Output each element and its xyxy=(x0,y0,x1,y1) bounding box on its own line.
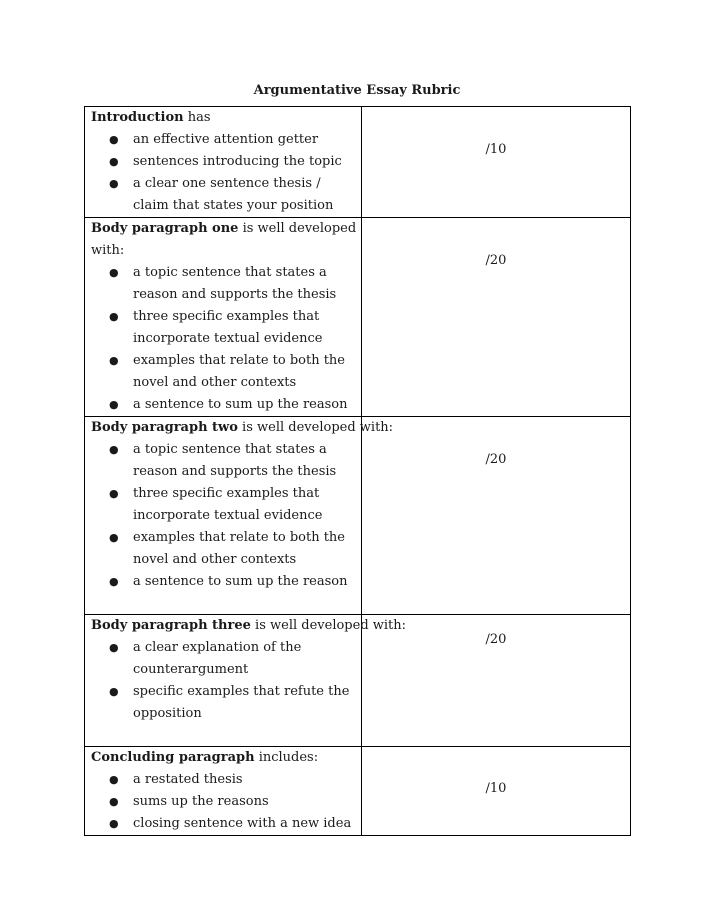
bullet-icon: ● xyxy=(109,266,119,279)
list-item: ● sentences introducing the topic xyxy=(91,151,357,173)
list-item: ● a sentence to sum up the reason xyxy=(91,394,357,416)
score-cell xyxy=(362,107,631,218)
list-item: ● a topic sentence that states a reason and supports the thesis xyxy=(91,439,357,483)
score-cell xyxy=(362,218,631,417)
criteria-heading xyxy=(91,107,357,129)
criteria-list xyxy=(91,129,357,217)
bullet-icon: ● xyxy=(109,443,119,456)
score-cell xyxy=(362,747,631,836)
bullet-icon: ● xyxy=(109,817,119,830)
score-value: /10 xyxy=(485,142,507,157)
bullet-icon: ● xyxy=(109,531,119,544)
rubric-row-introduction xyxy=(85,107,631,218)
list-item: ● three specific examples that incorporate textual evidence xyxy=(91,306,357,350)
score-value: /20 xyxy=(485,632,507,647)
criteria-cell xyxy=(85,218,362,417)
criteria-heading xyxy=(91,747,357,769)
bullet-icon: ● xyxy=(109,310,119,323)
bullet-icon: ● xyxy=(109,575,119,588)
criteria-heading-bold: Body paragraph two xyxy=(91,420,238,435)
criteria-heading xyxy=(91,615,407,637)
bullet-icon: ● xyxy=(109,133,119,146)
score-cell xyxy=(362,417,631,615)
score-value: /10 xyxy=(485,781,507,796)
list-item: ● a topic sentence that states a reason and supports the thesis xyxy=(91,262,357,306)
list-item: ● an effective attention getter xyxy=(91,129,357,151)
rubric-row-conclusion xyxy=(85,747,631,836)
criteria-heading-bold: Concluding paragraph xyxy=(91,750,255,765)
list-item: ● examples that relate to both the novel and other contexts xyxy=(91,350,357,394)
list-item: ● specific examples that refute the opposition xyxy=(91,681,357,725)
bullet-icon: ● xyxy=(109,487,119,500)
criteria-list xyxy=(91,769,357,835)
bullet-icon: ● xyxy=(109,354,119,367)
criteria-cell xyxy=(85,747,362,836)
list-item: ● a clear one sentence thesis / claim that states your position xyxy=(91,173,357,217)
list-item: ● a sentence to sum up the reason xyxy=(91,571,357,593)
score-value: /20 xyxy=(485,452,507,467)
bullet-icon: ● xyxy=(109,685,119,698)
score-cell xyxy=(362,615,631,747)
bullet-icon: ● xyxy=(109,641,119,654)
bullet-icon: ● xyxy=(109,155,119,168)
score-value: /20 xyxy=(485,253,507,268)
criteria-list xyxy=(91,439,357,593)
list-item: ● closing sentence with a new idea xyxy=(91,813,357,835)
bullet-icon: ● xyxy=(109,795,119,808)
criteria-cell xyxy=(85,417,394,615)
rubric-row-body-two xyxy=(85,417,631,615)
criteria-heading-bold: Body paragraph one xyxy=(91,221,239,236)
criteria-heading-rest: is well developed with: xyxy=(250,618,407,633)
list-item: ● a restated thesis xyxy=(91,769,357,791)
criteria-heading-bold: Introduction xyxy=(91,110,184,125)
criteria-heading-rest: is well developed with: xyxy=(237,420,394,435)
criteria-cell xyxy=(85,615,407,747)
list-item: ● sums up the reasons xyxy=(91,791,357,813)
rubric-table xyxy=(84,106,631,836)
rubric-row-body-one xyxy=(85,218,631,417)
rubric-row-body-three xyxy=(85,615,631,747)
criteria-list xyxy=(91,262,357,416)
criteria-heading xyxy=(91,218,357,262)
criteria-heading-rest: has xyxy=(183,110,211,125)
criteria-heading xyxy=(91,417,394,439)
bullet-icon: ● xyxy=(109,177,119,190)
page-title: Argumentative Essay Rubric xyxy=(253,83,461,98)
bullet-icon: ● xyxy=(109,773,119,786)
criteria-list xyxy=(91,637,357,725)
criteria-heading-bold: Body paragraph three xyxy=(91,618,251,633)
bullet-icon: ● xyxy=(109,398,119,411)
criteria-cell xyxy=(85,107,362,218)
list-item: ● examples that relate to both the novel and other contexts xyxy=(91,527,357,571)
criteria-heading-rest: is well developed with: xyxy=(91,221,357,258)
criteria-heading-rest: includes: xyxy=(254,750,319,765)
list-item: ● a clear explanation of the counterargument xyxy=(91,637,357,681)
list-item: ● three specific examples that incorporate textual evidence xyxy=(91,483,357,527)
